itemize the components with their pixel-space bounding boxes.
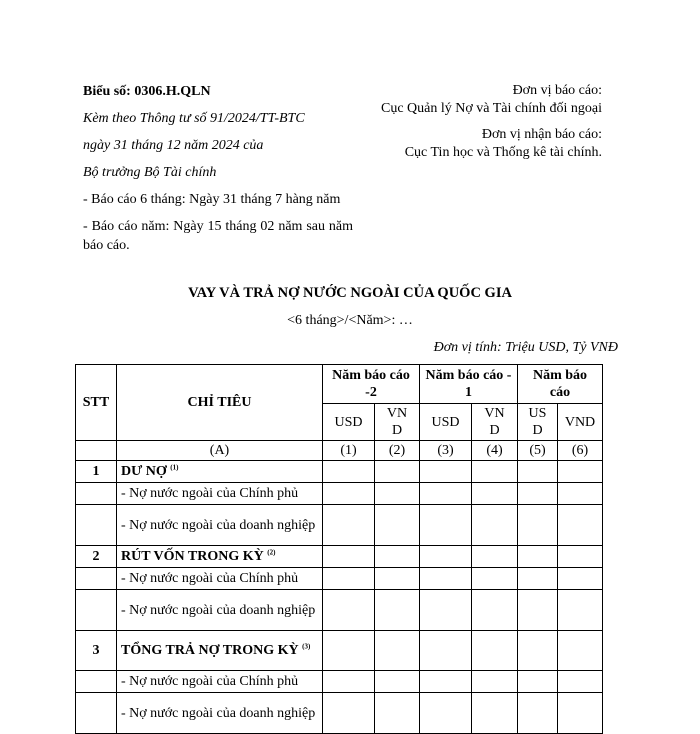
value-cell[interactable] [375,671,420,693]
value-cell[interactable] [420,590,472,631]
attachment-line-1: Kèm theo Thông tư số 91/2024/TT-BTC [83,111,305,126]
table-row [76,546,603,568]
indicator-label: DƯ NỢ [121,464,167,479]
footnote-marker: (2) [267,548,276,557]
half-year-deadline: - Báo cáo 6 tháng: Ngày 31 tháng 7 hàng năm [83,192,341,207]
value-cell[interactable] [375,461,420,483]
value-cell[interactable] [420,631,472,671]
column-index-3: (3) [420,441,472,461]
value-cell[interactable] [518,631,558,671]
table-row [76,693,603,734]
value-cell[interactable] [558,693,603,734]
value-cell[interactable] [323,568,375,590]
value-cell[interactable] [375,631,420,671]
value-cell[interactable] [558,631,603,671]
column-index-row [76,441,603,461]
value-cell[interactable] [375,483,420,505]
row-stt [76,568,117,590]
value-cell[interactable] [558,590,603,631]
row-stt: 2 [76,546,117,568]
value-cell[interactable] [420,546,472,568]
report-table [75,364,603,734]
value-cell[interactable] [472,568,518,590]
value-cell[interactable] [472,590,518,631]
group-header-2: Năm báo cáo - 1 [420,365,518,404]
row-stt [76,483,117,505]
value-cell[interactable] [518,590,558,631]
value-cell[interactable] [375,505,420,546]
receiving-unit: Cục Tin học và Thống kê tài chính. [404,145,602,160]
header-right [380,82,602,170]
value-cell[interactable] [472,505,518,546]
indicator-label: - Nợ nước ngoài của Chính phủ [121,674,299,689]
receiving-unit-label: Đơn vị nhận báo cáo: [481,127,602,142]
row-stt [76,671,117,693]
value-cell[interactable] [518,461,558,483]
row-indicator [117,590,323,631]
value-cell[interactable] [375,693,420,734]
report-title: VAY VÀ TRẢ NỢ NƯỚC NGOÀI CỦA QUỐC GIA [188,285,512,301]
unit-of-measure: Đơn vị tính: Triệu USD, Tỷ VNĐ [433,340,618,355]
value-cell[interactable] [558,505,603,546]
column-index-a: (A) [117,441,323,461]
value-cell[interactable] [375,568,420,590]
value-cell[interactable] [558,461,603,483]
usd-header-3: USD [518,404,558,441]
table-header-row-1 [76,365,603,404]
attachment-line-3: Bộ trưởng Bộ Tài chính [83,165,217,180]
column-index-6: (6) [558,441,603,461]
value-cell[interactable] [472,546,518,568]
row-indicator [117,693,323,734]
column-index-stt [76,441,117,461]
vnd-header-1: VND [375,404,420,441]
table-row [76,505,603,546]
table-row [76,631,603,671]
column-index-5: (5) [518,441,558,461]
value-cell[interactable] [323,483,375,505]
row-stt [76,693,117,734]
table-row [76,483,603,505]
value-cell[interactable] [420,671,472,693]
vnd-header-3: VND [558,404,603,441]
value-cell[interactable] [518,671,558,693]
value-cell[interactable] [558,671,603,693]
value-cell[interactable] [472,693,518,734]
stt-header: STT [76,365,117,441]
value-cell[interactable] [558,483,603,505]
indicator-label: - Nợ nước ngoài của Chính phủ [121,486,299,501]
table-row [76,590,603,631]
indicator-label: - Nợ nước ngoài của doanh nghiệp [121,602,316,618]
value-cell[interactable] [323,461,375,483]
indicator-header: CHỈ TIÊU [117,365,323,441]
value-cell[interactable] [518,505,558,546]
value-cell[interactable] [420,461,472,483]
reporting-unit-label: Đơn vị báo cáo: [512,83,602,98]
indicator-label: RÚT VỐN TRONG KỲ [121,549,264,564]
column-index-1: (1) [323,441,375,461]
value-cell[interactable] [472,631,518,671]
row-stt: 1 [76,461,117,483]
row-stt [76,590,117,631]
row-indicator [117,483,323,505]
column-index-4: (4) [472,441,518,461]
value-cell[interactable] [518,483,558,505]
row-indicator [117,546,323,568]
group-header-1: Năm báo cáo -2 [323,365,420,404]
value-cell[interactable] [420,568,472,590]
value-cell[interactable] [323,590,375,631]
table-row [76,461,603,483]
value-cell[interactable] [558,546,603,568]
footnote-marker: (3) [302,642,311,651]
value-cell[interactable] [323,631,375,671]
vnd-header-2: VND [472,404,518,441]
attachment-line-2: ngày 31 tháng 12 năm 2024 của [83,138,264,153]
footnote-marker: (1) [170,463,179,472]
row-stt: 3 [76,631,117,671]
value-cell[interactable] [472,461,518,483]
indicator-label: - Nợ nước ngoài của doanh nghiệp [121,517,316,533]
row-indicator [117,461,323,483]
value-cell[interactable] [375,546,420,568]
usd-header-2: USD [420,404,472,441]
value-cell[interactable] [420,693,472,734]
value-cell[interactable] [558,568,603,590]
value-cell[interactable] [323,693,375,734]
value-cell[interactable] [375,590,420,631]
value-cell[interactable] [472,671,518,693]
report-period: <6 tháng>/<Năm>: … [287,313,413,328]
column-index-2: (2) [375,441,420,461]
table-row [76,568,603,590]
value-cell[interactable] [323,671,375,693]
value-cell[interactable] [518,693,558,734]
form-number: Biểu số: 0306.H.QLN [83,84,211,99]
annual-deadline: - Báo cáo năm: Ngày 15 tháng 02 năm sau năm báo cáo. [83,219,353,253]
row-indicator [117,505,323,546]
header-left [83,82,353,263]
value-cell[interactable] [518,546,558,568]
group-header-3: Năm báo cáo [518,365,603,404]
usd-header-1: USD [323,404,375,441]
row-indicator [117,671,323,693]
row-stt [76,505,117,546]
indicator-label: - Nợ nước ngoài của Chính phủ [121,571,299,586]
table-row [76,671,603,693]
indicator-label: TỔNG TRẢ NỢ TRONG KỲ [121,643,299,658]
indicator-label: - Nợ nước ngoài của doanh nghiệp [121,705,316,721]
reporting-unit: Cục Quản lý Nợ và Tài chính đối ngoại [381,101,602,116]
value-cell[interactable] [420,483,472,505]
row-indicator [117,631,323,671]
value-cell[interactable] [472,483,518,505]
value-cell[interactable] [420,505,472,546]
row-indicator [117,568,323,590]
value-cell[interactable] [323,546,375,568]
value-cell[interactable] [518,568,558,590]
value-cell[interactable] [323,505,375,546]
